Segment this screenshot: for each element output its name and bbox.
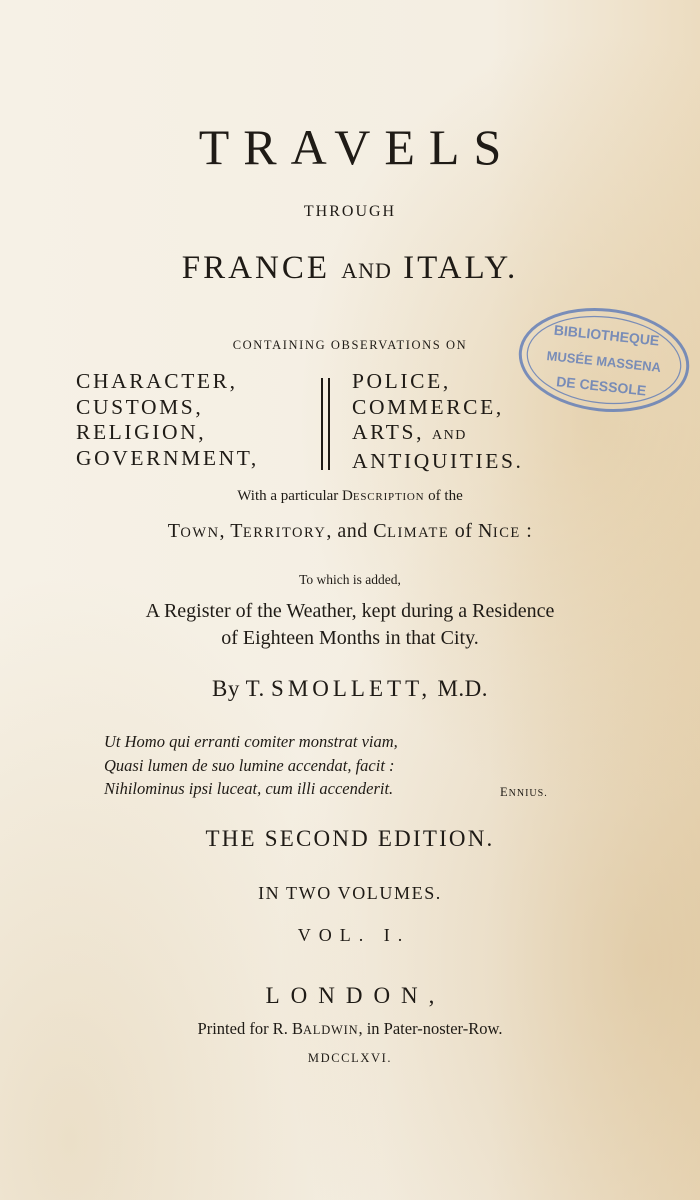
containing-line: CONTAINING OBSERVATIONS ON — [232, 338, 468, 352]
topic-character: CHARACTER, — [76, 369, 238, 393]
topic-arts-and — [352, 420, 524, 449]
epigraph-line-1: Ut Homo qui erranti comiter monstrat viam, — [104, 732, 398, 751]
town-sep2: , and — [326, 520, 374, 542]
territory-rest: ERRITORY — [242, 525, 327, 541]
description-before: With a particular — [237, 488, 339, 504]
edition-line: THE SECOND EDITION. — [205, 826, 495, 851]
epigraph-line-2: Quasi lumen de suo lumine accendat, facit : — [104, 756, 395, 775]
town-of: of — [449, 520, 478, 542]
topic-religion: RELIGION, — [76, 420, 207, 444]
description-d: D — [342, 488, 353, 504]
volume-number: VOL. I. — [297, 925, 411, 945]
book-title: TRAVELS — [198, 119, 516, 175]
description-rest: ESCRIPTION — [352, 491, 425, 503]
territory-t: T — [230, 520, 243, 542]
stamp-line-2: MUSÉE MASSENA — [545, 348, 662, 375]
topics-left — [76, 369, 259, 471]
topic-customs: CUSTOMS, — [76, 394, 204, 419]
subtitle-places — [0, 250, 700, 287]
printer-rest: ALDWIN — [302, 1023, 359, 1037]
topics-right — [352, 369, 524, 474]
topic-antiquities: ANTIQUITIES. — [352, 448, 524, 473]
topic-and: AND — [432, 428, 467, 443]
imprint-city: LONDON, — [265, 983, 446, 1008]
ennius-rest: NNIUS. — [508, 788, 548, 799]
epigraph-line-3: Nihilominus ipsi luceat, cum illi accenderit. — [104, 779, 394, 798]
imprint-printer — [0, 1019, 700, 1039]
epigraph-source — [500, 785, 548, 800]
volumes-line: IN TWO VOLUMES. — [258, 883, 442, 903]
divider-rule-2 — [328, 378, 330, 470]
town-sep1: , — [219, 520, 231, 542]
printer-before: Printed for R. — [197, 1019, 288, 1038]
nice-n: N — [477, 520, 493, 542]
topic-government: GOVERNMENT, — [76, 445, 259, 470]
town-t: T — [167, 520, 181, 542]
description-after: of the — [428, 488, 463, 504]
printer-b: B — [291, 1019, 303, 1038]
stamp-line-1: BIBLIOTHEQUE — [553, 321, 661, 349]
town-line — [0, 520, 700, 543]
divider-rule-1 — [321, 378, 323, 470]
added-line: To which is added, — [299, 572, 401, 587]
printer-after: , in Pater-noster-Row. — [358, 1019, 503, 1038]
author-name: SMOLLETT, — [271, 676, 432, 701]
author-by: By T. — [212, 676, 265, 701]
ennius-e: E — [500, 785, 509, 799]
description-line — [0, 488, 700, 505]
topic-commerce: COMMERCE, — [352, 394, 504, 419]
town-end: : — [520, 520, 533, 542]
author-degree: M.D. — [437, 676, 488, 701]
register-line-2: of Eighteen Months in that City. — [221, 627, 479, 649]
imprint-year: MDCCLXVI. — [307, 1051, 393, 1065]
climate-rest: LIMATE — [387, 525, 450, 541]
library-stamp — [511, 297, 697, 423]
climate-c: C — [373, 520, 388, 542]
topic-arts: ARTS, — [352, 420, 425, 444]
nice-rest: ICE — [492, 525, 521, 541]
register-line-1: A Register of the Weather, kept during a Residence — [145, 600, 555, 622]
author-line — [0, 676, 700, 702]
subtitle-through: THROUGH — [303, 203, 397, 220]
place-france: FRANCE — [181, 250, 330, 286]
topic-police: POLICE, — [352, 369, 451, 393]
stamp-line-3: DE CESSOLE — [555, 373, 647, 399]
place-italy: ITALY. — [403, 250, 519, 286]
place-and: AND — [341, 258, 392, 283]
town-own: OWN — [180, 525, 220, 541]
